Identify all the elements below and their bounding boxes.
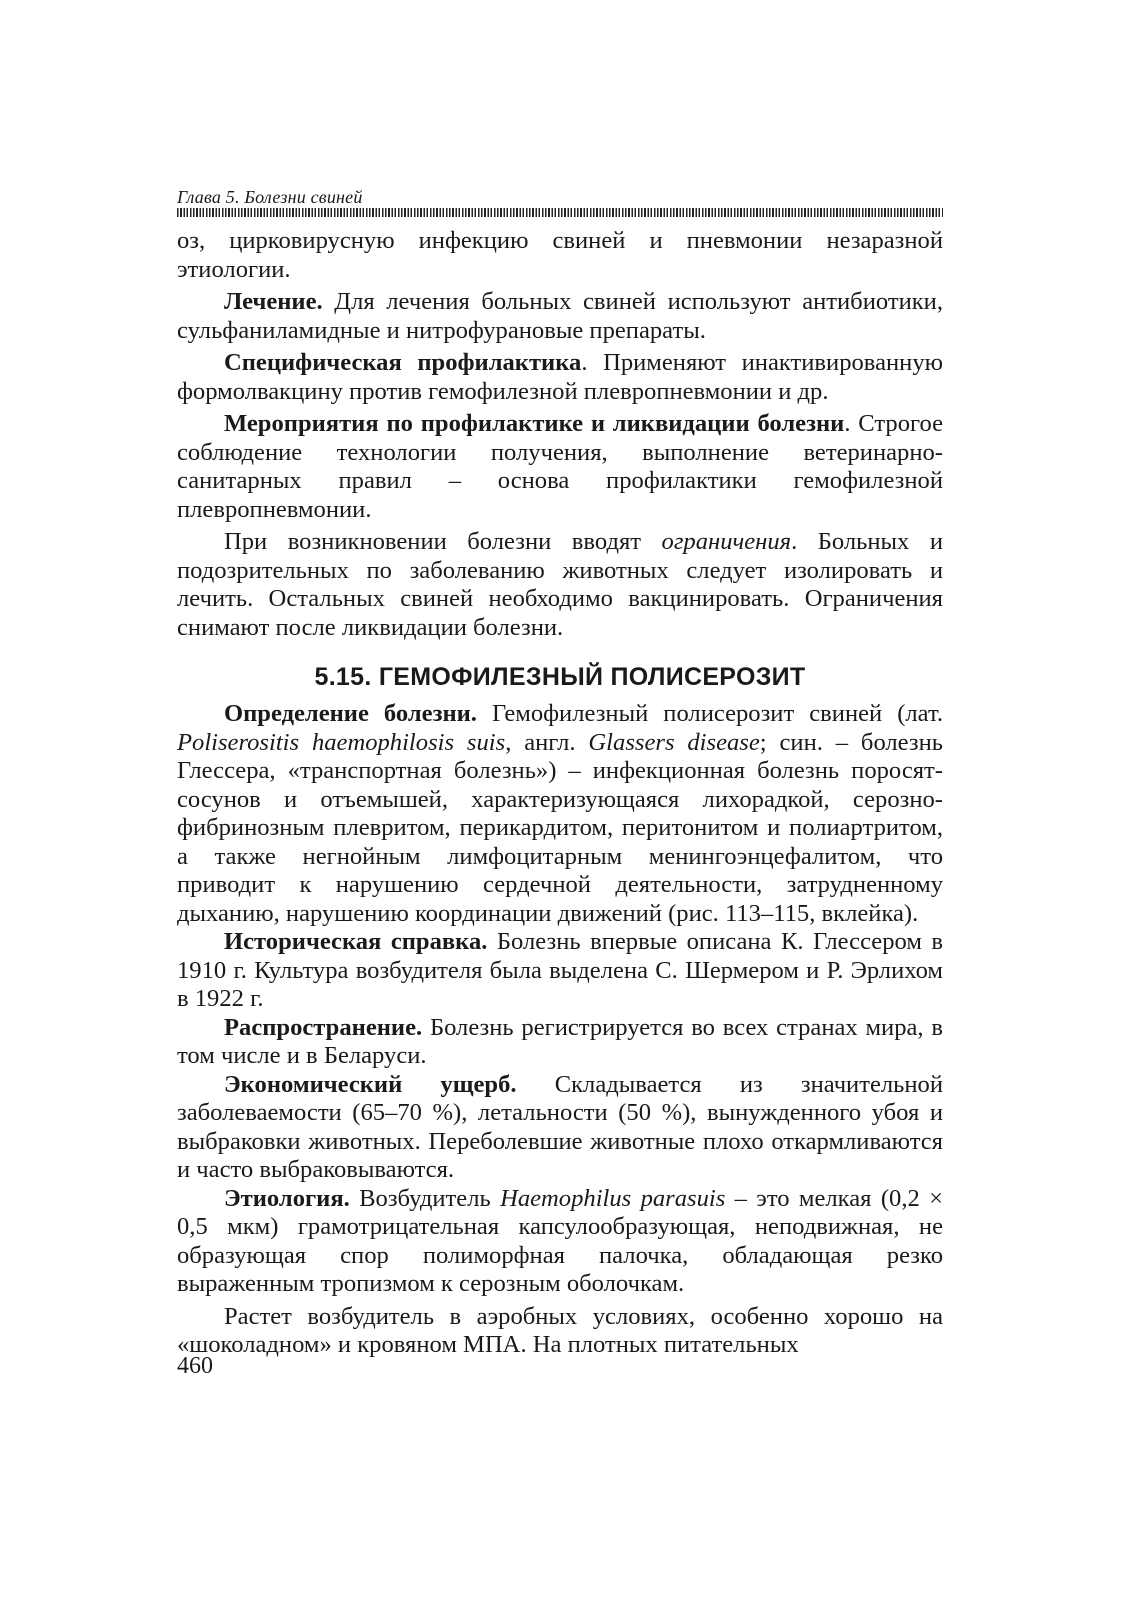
paragraph-lead: Специфическая профилактика (224, 349, 582, 376)
paragraph-lead: Экономический ущерб. (224, 1070, 517, 1098)
paragraph-lead: Лечение. (224, 288, 323, 315)
paragraph-text: Растет возбудитель в аэробных условиях, особенно хорошо на «шоколадном» и кровяном МПА. На плотных питательных (177, 1302, 943, 1358)
paragraph-text: Болезнь регистрируется во всех странах мира, в том числе и в Беларуси. (177, 1013, 943, 1069)
paragraph-text: Для лечения больных свиней используют антибиотики, сульфаниламидные и нитрофурановые препараты. (177, 288, 943, 344)
paragraph-text: Гемофилезный полисерозит свиней (лат. (476, 700, 944, 727)
paragraph-text: . Применяют инактивированную формолвакцину против гемофилезной плевропневмонии и др. (177, 349, 943, 405)
section-heading: 5.15. ГЕМОФИЛЕЗНЫЙ ПОЛИСЕРОЗИТ (314, 663, 806, 691)
paragraph-treatment (177, 288, 943, 345)
paragraph-lead: Распространение. (224, 1013, 423, 1041)
page-body (177, 186, 943, 1360)
paragraph-text: ; син. – болезнь Глессера, «транспортная болезнь») – инфекционная болезнь поросят-сосунов и отъемышей, характеризующаяся лихорадкой, серозно-фибринозным плевритом, перикардитом, перитонитом и полиартритом, а также негнойным лимфоцитарным менингоэнцефалитом, что приводит к нарушению сердечной деятельности, затрудненному дыханию, нарушению координации движений (рис. 113–115, вклейка). (177, 728, 943, 927)
paragraph-text: Складывается из значительной заболеваемости (65–70 %), летальности (50 %), вынужденного убоя и выбраковки животных. Переболевшие животные плохо откармливаются и часто выбраковываются. (177, 1070, 943, 1183)
paragraph-text: оз, цирковирусную инфекцию свиней и пневмонии незаразной этиологии. (177, 227, 943, 283)
pathogen-name: Haemophilus parasuis (500, 1184, 726, 1212)
page-number: 460 (177, 1353, 213, 1379)
paragraph-text: Возбудитель (349, 1184, 501, 1212)
running-head: Глава 5. Болезни свиней (177, 187, 363, 207)
paragraph-text: . Строгое соблюдение технологии получения, выполнение ветеринарно-санитарных правил – основа профилактики гемофилезной плевропневмонии. (177, 410, 943, 523)
paragraph-restrictions (177, 528, 943, 642)
latin-name: Poliserositis haemophilosis suis (177, 728, 506, 756)
paragraph-italic: ограничения (661, 528, 792, 555)
paragraph-prevention-measures (177, 410, 943, 524)
paragraph-text: Болезнь впервые описана К. Глессером в 1910 г. Культура возбудителя была выделена С. Шермером и Р. Эрлихом в 1922 г. (177, 928, 943, 1012)
paragraph-lead: Определение болезни. (224, 700, 477, 727)
paragraph-text: – это мелкая (0,2 × 0,5 мкм) грамотрицательная капсулообразующая, неподвижная, не образующая спор полиморфная палочка, обладающая резко выраженным тропизмом к серозным оболочкам. (177, 1184, 943, 1297)
paragraph-lead: Историческая справка. (224, 928, 488, 955)
paragraph-history (177, 928, 943, 1014)
paragraph-text: При возникновении болезни вводят (224, 528, 662, 555)
english-name: Glassers disease (588, 728, 760, 756)
header-rule (177, 208, 943, 217)
paragraph-growth (177, 1303, 943, 1360)
paragraph-economic-damage (177, 1071, 943, 1185)
paragraph-definition (177, 700, 943, 928)
paragraph-lead: Мероприятия по профилактике и ликвидации болезни (224, 410, 845, 437)
paragraph-specific-prophylaxis (177, 349, 943, 406)
paragraph-continuation (177, 227, 943, 284)
paragraph-text: . Больных и подозрительных по заболеванию животных следует изолировать и лечить. Остальных свиней необходимо вакцинировать. Ограничения снимают после ликвидации болезни. (177, 528, 943, 641)
paragraph-lead: Этиология. (224, 1184, 350, 1212)
paragraph-text: , англ. (505, 728, 589, 756)
paragraph-distribution (177, 1014, 943, 1071)
paragraph-etiology (177, 1185, 943, 1299)
